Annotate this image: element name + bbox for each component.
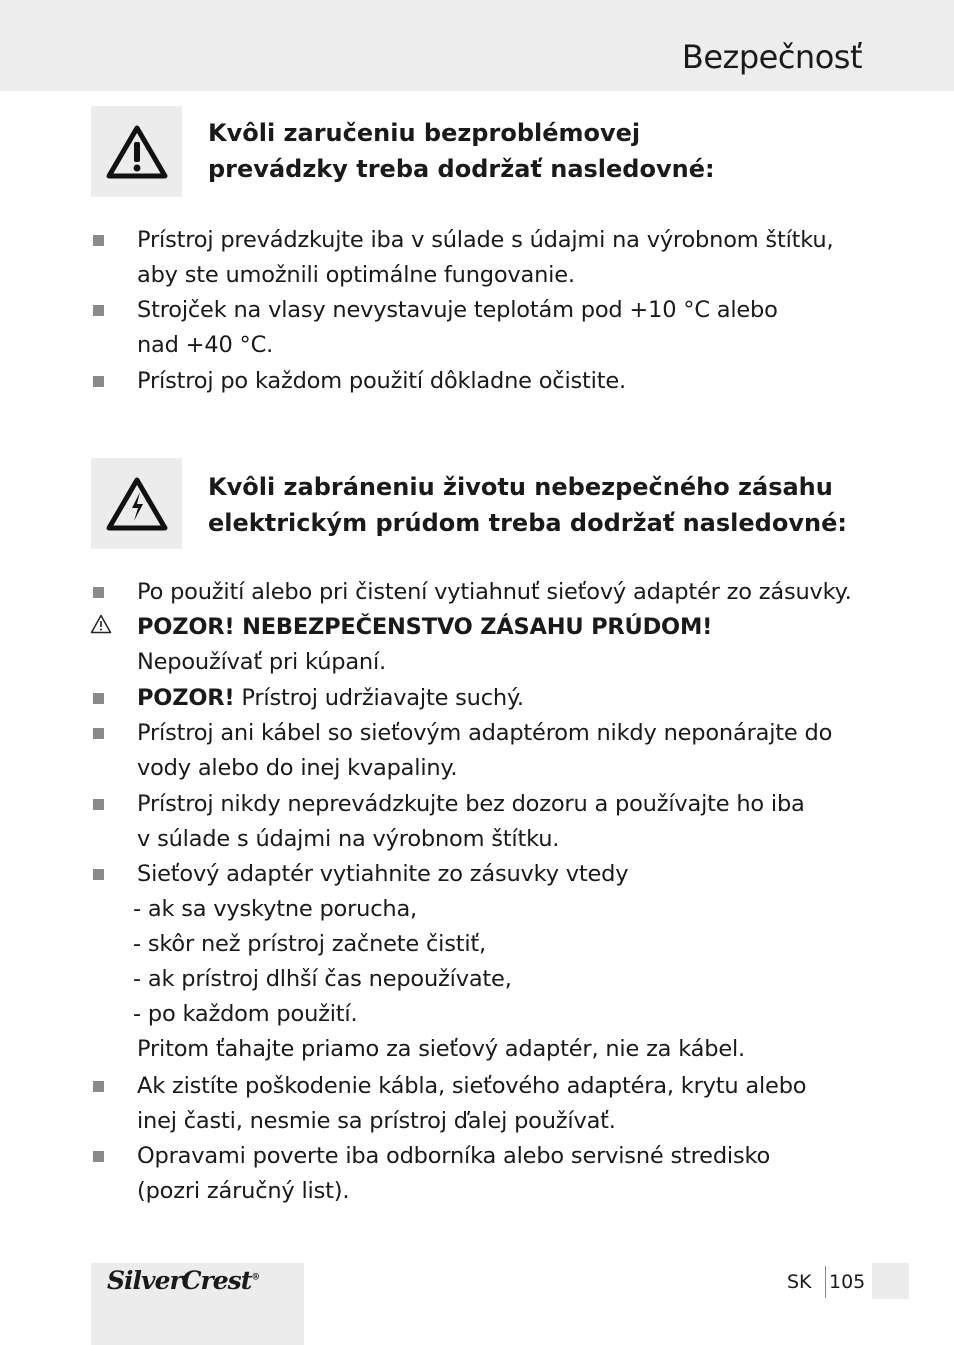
item-text: Prístroj nikdy neprevádzkujte bez dozoru a používajte ho iba xyxy=(137,791,805,817)
caution-text: Prístroj udržiavajte suchý. xyxy=(234,685,524,711)
section2-heading xyxy=(208,469,847,541)
heading-line: elektrickým prúdom treba dodržať nasledovné: xyxy=(208,509,847,537)
item-text: v súlade s údajmi na výrobnom štítku. xyxy=(137,826,560,852)
item-text: (pozri záručný list). xyxy=(137,1178,350,1204)
page-number: 105 xyxy=(829,1271,866,1293)
item-text: Ak zistíte poškodenie kábla, sieťového adaptéra, krytu alebo xyxy=(137,1073,807,1099)
danger-text: POZOR! NEBEZPEČENSTVO ZÁSAHU PRÚDOM! xyxy=(137,614,713,640)
square-bullet-icon xyxy=(93,376,104,387)
item-text: Prístroj po každom použití dôkladne očistite. xyxy=(137,368,626,394)
item-text: Strojček na vlasy nevystavuje teplotám pod +10 °C alebo xyxy=(137,297,778,323)
warning-triangle-icon xyxy=(106,125,168,179)
item-text: vody alebo do inej kvapaliny. xyxy=(137,755,458,781)
section1-heading xyxy=(208,115,715,187)
page-title: Bezpečnosť xyxy=(681,38,862,76)
item-text: aby ste umožnili optimálne fungovanie. xyxy=(137,262,575,288)
heading-line: Kvôli zabráneniu životu nebezpečného zásahu xyxy=(208,473,833,501)
item-text xyxy=(137,681,524,716)
logo-text: SilverCrest xyxy=(107,1266,252,1295)
square-bullet-icon xyxy=(93,728,104,739)
page-tab xyxy=(872,1263,909,1299)
brand-logo xyxy=(107,1266,259,1295)
heading-line: Kvôli zaručeniu bezproblémovej xyxy=(208,119,641,147)
electric-warning-box xyxy=(91,458,182,549)
item-text: Nepoužívať pri kúpaní. xyxy=(137,649,386,675)
registered-mark: ® xyxy=(251,1272,260,1283)
item-text: nad +40 °C. xyxy=(137,332,274,358)
footer-divider xyxy=(825,1266,826,1298)
square-bullet-icon xyxy=(93,587,104,598)
square-bullet-icon xyxy=(93,1081,104,1092)
warning-box xyxy=(91,106,182,197)
square-bullet-icon xyxy=(93,1151,104,1162)
item-text: Po použití alebo pri čistení vytiahnuť sieťový adaptér zo zásuvky. xyxy=(137,579,852,605)
sub-item: - po každom použití. xyxy=(133,1001,358,1027)
caution-label: POZOR! xyxy=(137,685,235,711)
item-text: Sieťový adaptér vytiahnite zo zásuvky vtedy xyxy=(137,861,629,887)
square-bullet-icon xyxy=(93,869,104,880)
square-bullet-icon xyxy=(93,693,104,704)
sub-item: - skôr než prístroj začnete čistiť, xyxy=(133,931,486,957)
item-text: Opravami poverte iba odborníka alebo servisné stredisko xyxy=(137,1143,771,1169)
item-text: Prístroj prevádzkujte iba v súlade s údajmi na výrobnom štítku, xyxy=(137,227,834,253)
warning-small-icon xyxy=(90,614,112,634)
item-text: Prístroj ani kábel so sieťovým adaptérom nikdy neponárajte do xyxy=(137,720,833,746)
square-bullet-icon xyxy=(93,305,104,316)
heading-line: prevádzky treba dodržať nasledovné: xyxy=(208,155,715,183)
item-text: Pritom ťahajte priamo za sieťový adaptér, nie za kábel. xyxy=(137,1036,745,1062)
electric-shock-icon xyxy=(106,477,168,531)
language-code: SK xyxy=(787,1271,812,1293)
square-bullet-icon xyxy=(93,235,104,246)
square-bullet-icon xyxy=(93,799,104,810)
item-text: inej časti, nesmie sa prístroj ďalej používať. xyxy=(137,1108,616,1134)
sub-item: - ak sa vyskytne porucha, xyxy=(133,896,418,922)
sub-item: - ak prístroj dlhší čas nepoužívate, xyxy=(133,966,512,992)
